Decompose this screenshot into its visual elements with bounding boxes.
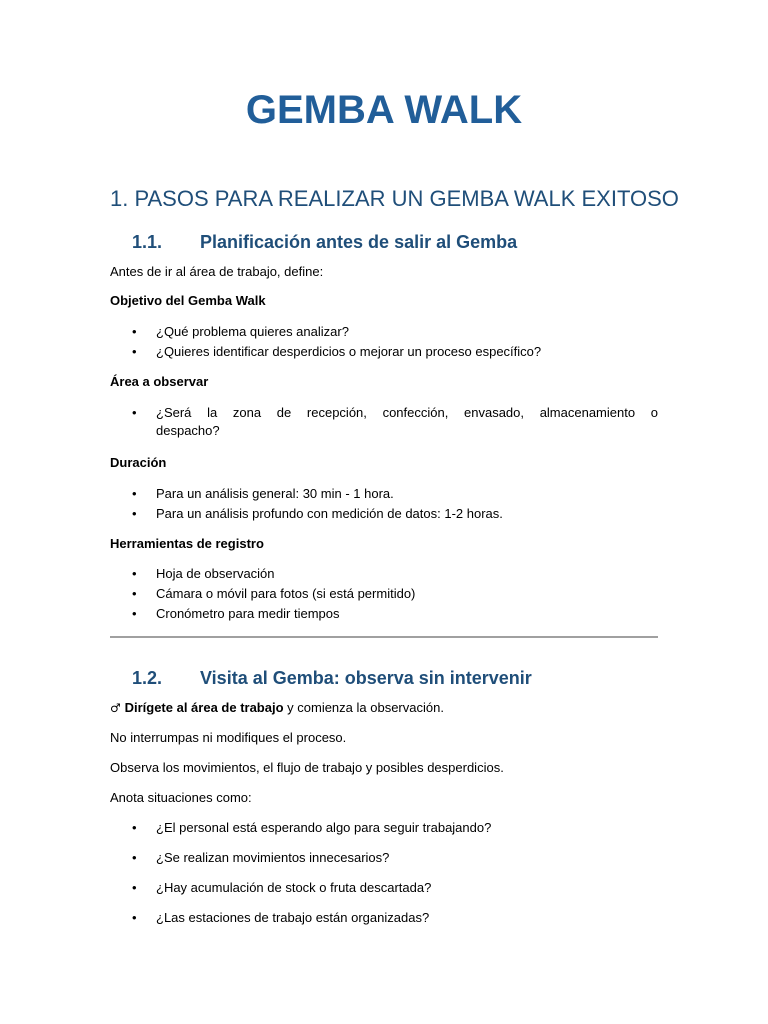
list-item: • ¿Será la zona de recepción, confección, envasado, almacenamiento o bbox=[156, 403, 658, 423]
paragraph-no-interrumpas: No interrumpas ni modifiques el proceso. bbox=[110, 730, 347, 745]
label-herramientas bbox=[110, 536, 264, 551]
list-item: • Para un análisis profundo con medición de datos: 1-2 horas. bbox=[156, 504, 503, 524]
label-duracion bbox=[110, 455, 166, 470]
list-item: • ¿El personal está esperando algo para seguir trabajando? bbox=[156, 818, 491, 838]
list-item-continuation: despacho? bbox=[156, 423, 220, 438]
section-heading-1: 1. PASOS PARA REALIZAR UN GEMBA WALK EXITOSO bbox=[110, 186, 679, 211]
list-item: • ¿Quieres identificar desperdicios o mejorar un proceso específico? bbox=[156, 342, 541, 362]
subsection-title: Visita al Gemba: observa sin intervenir bbox=[200, 668, 532, 688]
list-item: • ¿Se realizan movimientos innecesarios? bbox=[156, 848, 389, 868]
label-area bbox=[110, 374, 208, 389]
horizontal-divider bbox=[110, 636, 658, 638]
list-item: • ¿Las estaciones de trabajo están organizadas? bbox=[156, 908, 429, 928]
walking-person-icon: ♂ bbox=[110, 701, 125, 715]
label-text: Área a observar bbox=[110, 374, 209, 389]
subsection-heading-1-1 bbox=[132, 232, 517, 253]
paragraph-observa: Observa los movimientos, el flujo de trabajo y posibles desperdicios. bbox=[110, 760, 504, 775]
label-objetivo bbox=[110, 293, 266, 308]
label-text: Herramientas de registro bbox=[110, 536, 264, 551]
list-item: • Cronómetro para medir tiempos bbox=[156, 604, 340, 624]
document-title: GEMBA WALK bbox=[245, 88, 523, 132]
label-text: Duración bbox=[110, 455, 167, 470]
subsection-number: 1.2. bbox=[132, 668, 163, 688]
subsection-number: 1.1. bbox=[132, 232, 163, 252]
paragraph-rest: y comienza la observación. bbox=[283, 700, 444, 715]
list-item: • Cámara o móvil para fotos (si está permitido) bbox=[156, 584, 415, 604]
paragraph-dirigete bbox=[110, 700, 444, 715]
intro-paragraph: Antes de ir al área de trabajo, define: bbox=[110, 264, 324, 279]
list-item: • ¿Qué problema quieres analizar? bbox=[156, 322, 349, 342]
subsection-heading-1-2 bbox=[132, 668, 532, 689]
list-item: • ¿Hay acumulación de stock o fruta descartada? bbox=[156, 878, 431, 898]
list-item: • Para un análisis general: 30 min - 1 hora. bbox=[156, 484, 394, 504]
list-item: • Hoja de observación bbox=[156, 564, 275, 584]
subsection-title: Planificación antes de salir al Gemba bbox=[200, 232, 518, 252]
paragraph-anota: Anota situaciones como: bbox=[110, 790, 252, 805]
label-text: Objetivo del Gemba Walk bbox=[110, 293, 266, 308]
bold-phrase: Dirígete al área de trabajo bbox=[124, 700, 284, 715]
